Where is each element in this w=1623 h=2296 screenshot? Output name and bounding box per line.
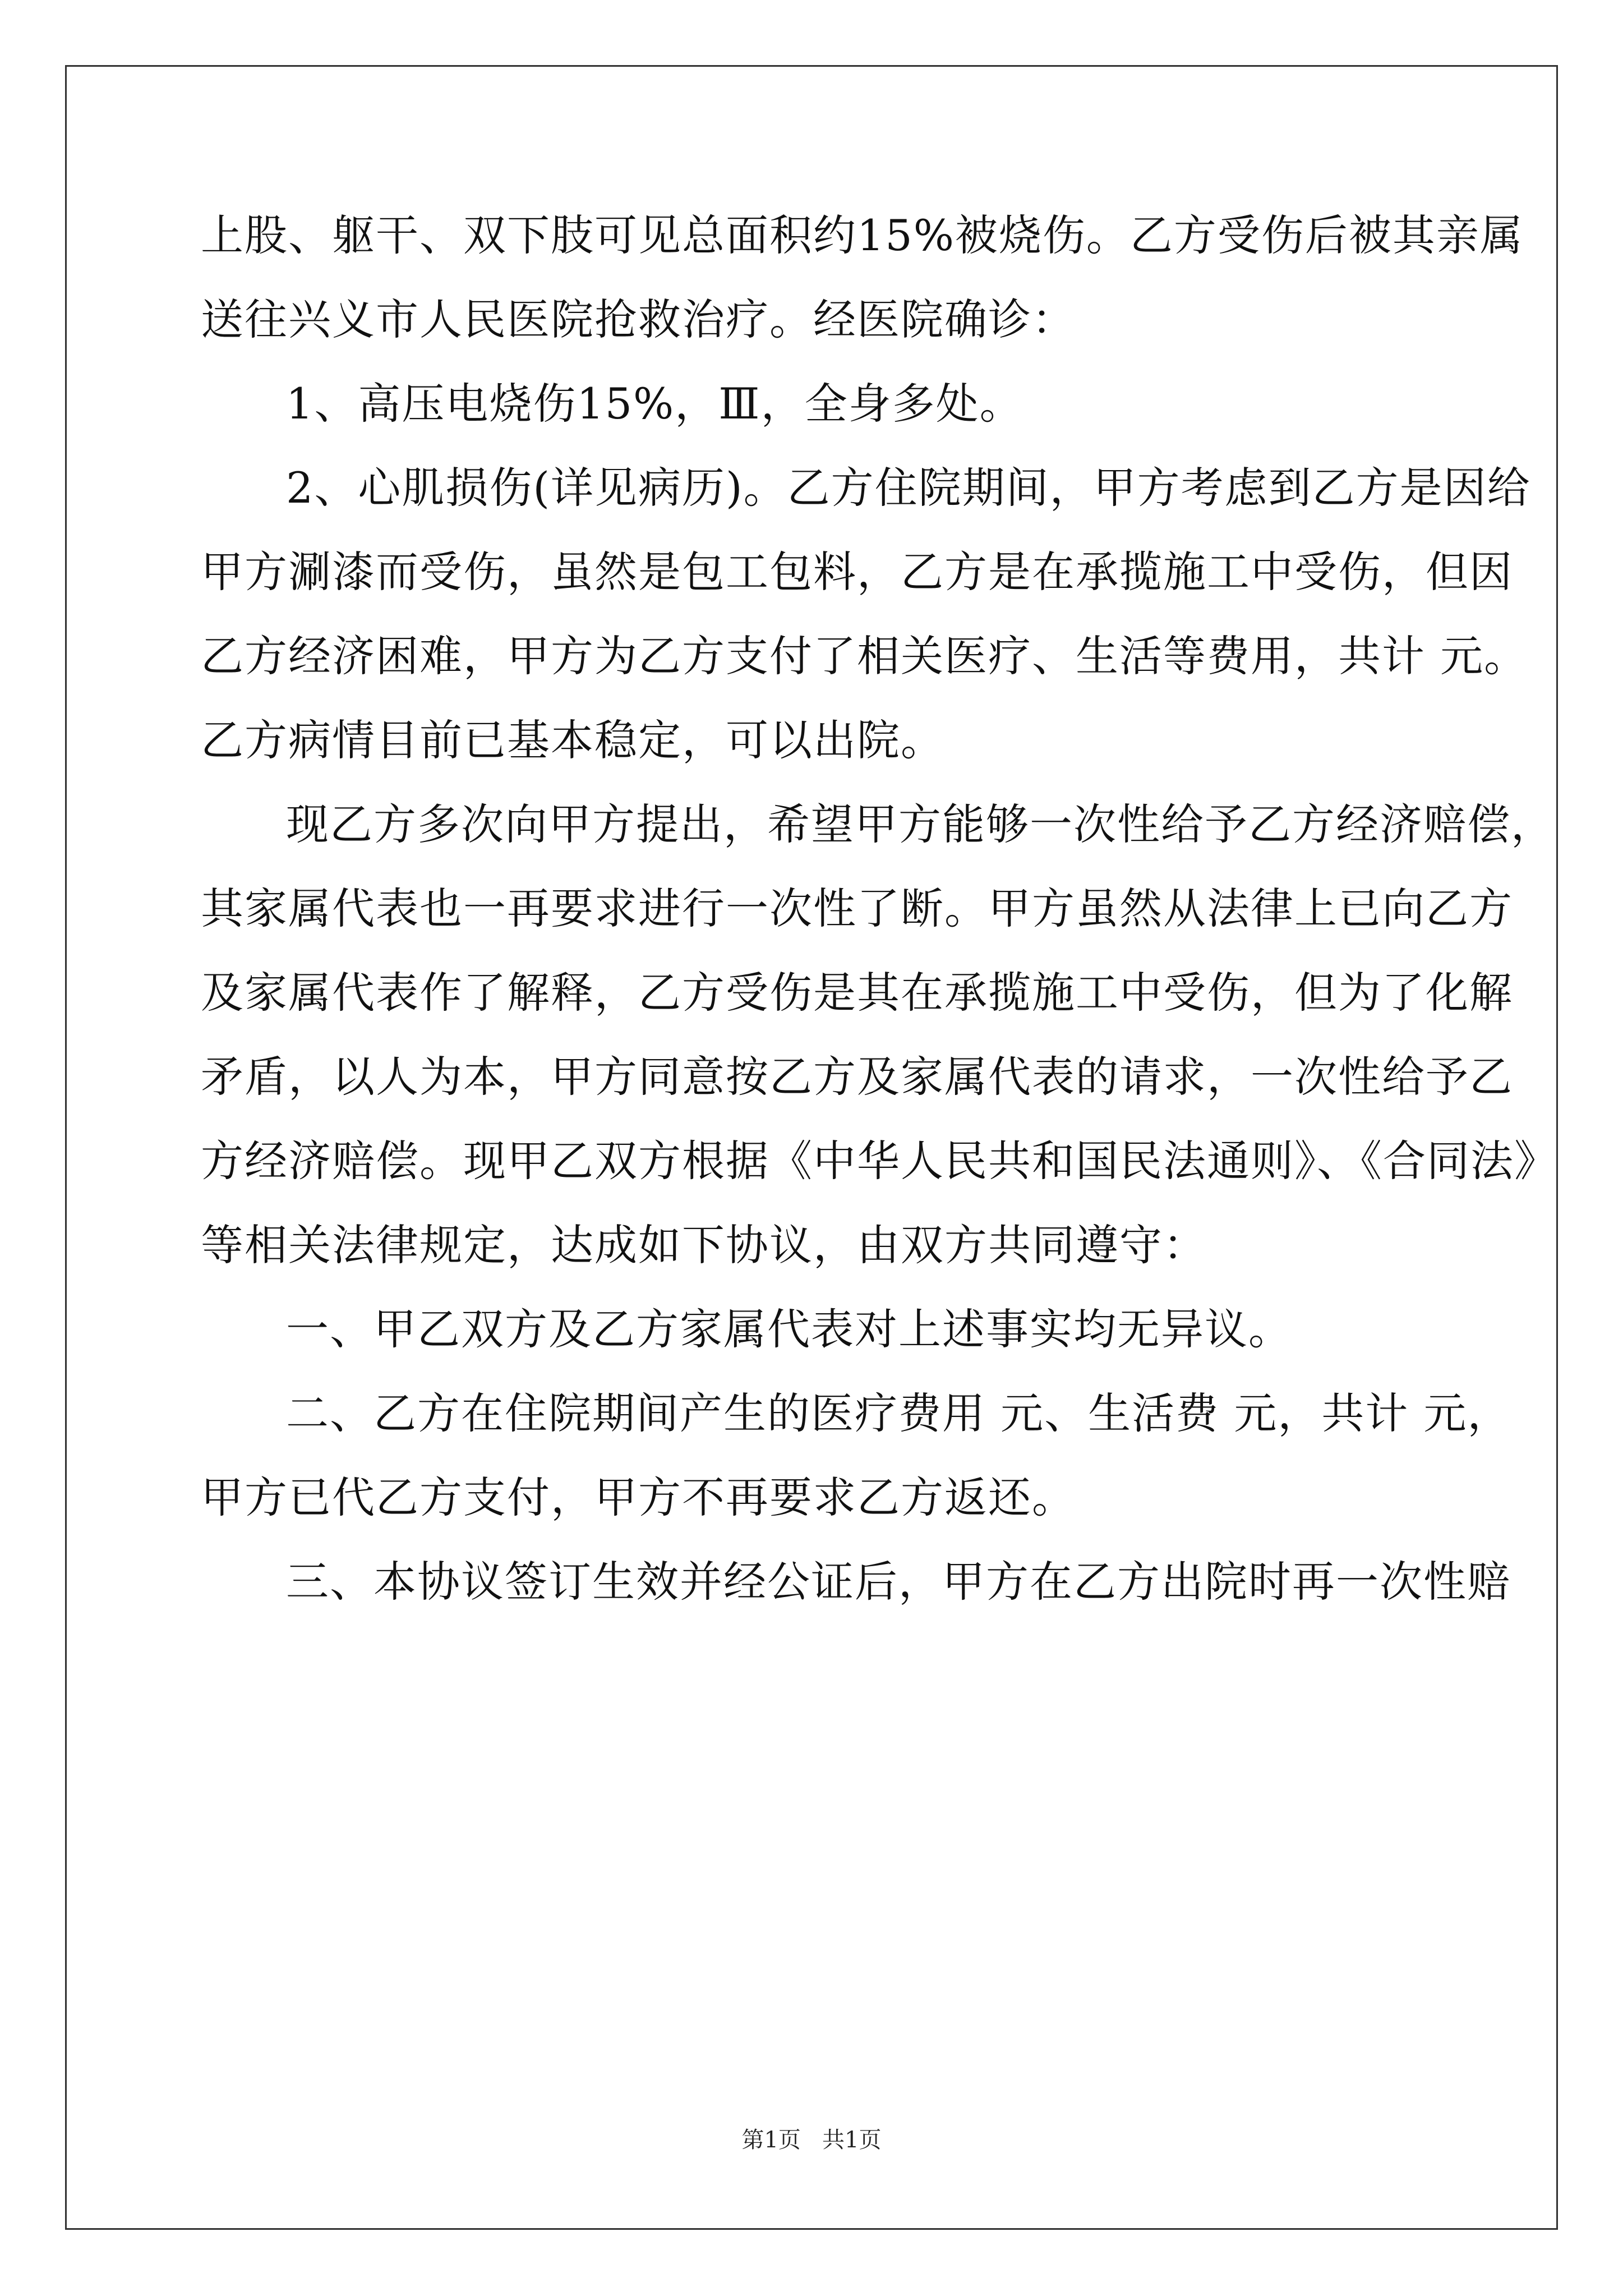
text-line: 送往兴义市人民医院抢救治疗。经医院确诊： (201, 295, 1076, 344)
text-line: 上股、躯干、双下肢可见总面积约15%被烧伤。乙方受伤后被其亲属 (201, 210, 1524, 260)
page-footer: 第1页 共1页 (741, 2127, 882, 2153)
text-line: 现乙方多次向甲方提出，希望甲方能够一次性给予乙方经济赔偿， (286, 799, 1555, 849)
text-line: 矛盾，以人为本，甲方同意按乙方及家属代表的请求，一次性给予乙 (201, 1052, 1513, 1102)
text-line: 其家属代表也一再要求进行一次性了断。甲方虽然从法律上已向乙方 (201, 884, 1513, 933)
text-line: 及家属代表作了解释，乙方受伤是其在承揽施工中受伤，但为了化解 (201, 968, 1513, 1018)
text-line: 等相关法律规定，达成如下协议，由双方共同遵守： (201, 1220, 1207, 1270)
text-line: 方经济赔偿。现甲乙双方根据《中华人民共和国民法通则》、《合同法》 (201, 1136, 1558, 1186)
text-line: 三、本协议签订生效并经公证后，甲方在乙方出院时再一次性赔 (286, 1557, 1511, 1607)
text-line: 甲方涮漆而受伤，虽然是包工包料，乙方是在承揽施工中受伤，但因 (201, 547, 1513, 597)
text-line: 1、高压电烧伤15%，Ⅲ，全身多处。 (286, 379, 1023, 429)
text-line: 2、心肌损伤(详见病历)。乙方住院期间，甲方考虑到乙方是因给 (286, 463, 1531, 513)
text-line: 甲方已代乙方支付，甲方不再要求乙方返还。 (201, 1473, 1076, 1522)
text-line: 二、乙方在住院期间产生的医疗费用 元、生活费 元，共计 元， (286, 1388, 1511, 1438)
text-line: 乙方病情目前已基本稳定，可以出院。 (201, 715, 944, 765)
text-line: 乙方经济困难，甲方为乙方支付了相关医疗、生活等费用，共计 元。 (201, 631, 1528, 681)
text-line: 一、甲乙双方及乙方家属代表对上述事实均无异议。 (286, 1304, 1292, 1354)
